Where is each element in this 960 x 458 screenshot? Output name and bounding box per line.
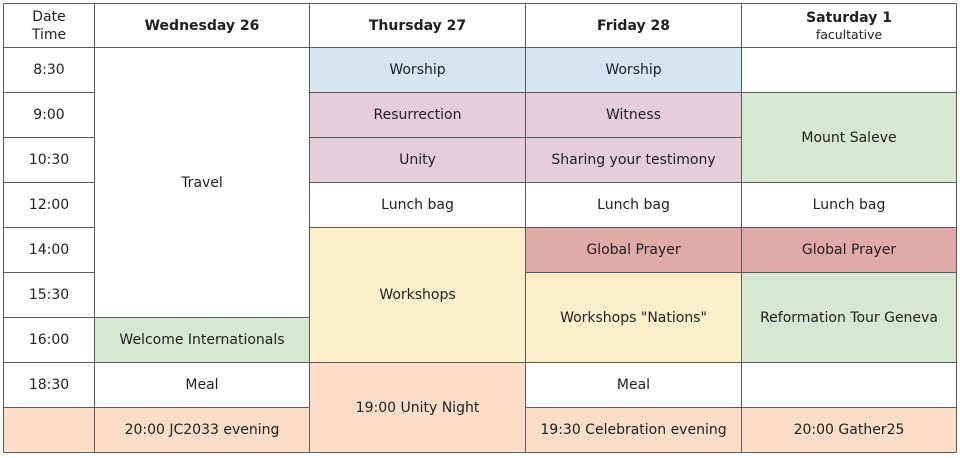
time-cell: 18:30	[4, 363, 95, 408]
event-thu-resurrection: Resurrection	[310, 93, 526, 138]
event-fri-meal: Meal	[526, 363, 742, 408]
corner-time-label: Time	[31, 26, 67, 43]
corner-date-label: Date	[32, 8, 66, 25]
time-cell: 14:00	[4, 228, 95, 273]
day-header-saturday-note: facultative	[815, 27, 883, 42]
event-fri-worship: Worship	[526, 48, 742, 93]
event-sat-lunch: Lunch bag	[742, 183, 957, 228]
empty-cell-sat-0830	[742, 48, 957, 93]
event-thu-lunch: Lunch bag	[310, 183, 526, 228]
header-row	[4, 4, 957, 48]
day-header-thursday: Thursday 27	[310, 4, 526, 48]
event-fri-witness: Witness	[526, 93, 742, 138]
event-fri-workshops-nations: Workshops "Nations"	[526, 273, 742, 363]
slot-row	[4, 48, 957, 93]
empty-time-cell	[4, 408, 95, 453]
event-wed-evening: 20:00 JC2033 evening	[95, 408, 310, 453]
event-fri-global-prayer: Global Prayer	[526, 228, 742, 273]
time-cell: 15:30	[4, 273, 95, 318]
time-cell: 9:00	[4, 93, 95, 138]
event-sat-mount-saleve: Mount Saleve	[742, 93, 957, 183]
schedule-table	[3, 3, 957, 453]
event-sat-reformation-tour: Reformation Tour Geneva	[742, 273, 957, 363]
event-fri-lunch: Lunch bag	[526, 183, 742, 228]
event-thu-unity-night: 19:00 Unity Night	[310, 363, 526, 453]
event-thu-workshops: Workshops	[310, 228, 526, 363]
day-header-saturday	[742, 4, 957, 48]
time-cell: 10:30	[4, 138, 95, 183]
time-cell: 12:00	[4, 183, 95, 228]
day-header-wednesday: Wednesday 26	[95, 4, 310, 48]
day-header-friday: Friday 28	[526, 4, 742, 48]
event-thu-unity: Unity	[310, 138, 526, 183]
day-header-saturday-label: Saturday 1	[806, 10, 892, 26]
event-fri-celebration: 19:30 Celebration evening	[526, 408, 742, 453]
event-sat-gather: 20:00 Gather25	[742, 408, 957, 453]
slot-row	[4, 363, 957, 408]
event-wed-meal: Meal	[95, 363, 310, 408]
event-wed-travel: Travel	[95, 48, 310, 318]
event-thu-worship: Worship	[310, 48, 526, 93]
event-fri-testimony: Sharing your testimony	[526, 138, 742, 183]
date-time-header	[4, 4, 95, 48]
time-cell: 8:30	[4, 48, 95, 93]
empty-cell-sat-1830	[742, 363, 957, 408]
event-wed-welcome: Welcome Internationals	[95, 318, 310, 363]
event-sat-global-prayer: Global Prayer	[742, 228, 957, 273]
time-cell: 16:00	[4, 318, 95, 363]
